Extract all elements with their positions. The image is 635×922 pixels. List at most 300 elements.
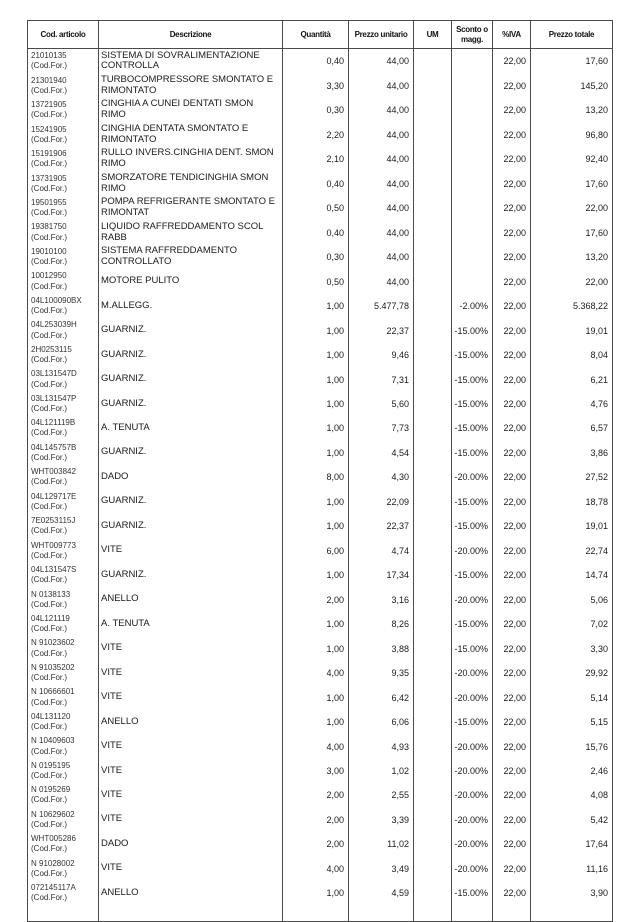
- table-row: [28, 441, 613, 465]
- table-row: [28, 661, 613, 685]
- quantity-cell: 2,00: [283, 808, 349, 832]
- quantity-cell: 0,40: [283, 49, 349, 74]
- discount-cell: -20.00%: [452, 808, 493, 832]
- discount-cell: [452, 123, 493, 147]
- article-description: TURBOCOMPRESSORE SMONTATO E RIMONTATO: [99, 74, 283, 98]
- total-price-cell: 3,90: [531, 881, 613, 905]
- filler-cell: [493, 906, 531, 922]
- total-price-cell: 5,14: [531, 685, 613, 709]
- article-description: GUARNIZ.: [99, 563, 283, 587]
- article-description: DADO: [99, 465, 283, 489]
- article-code-type: (Cod.For.): [31, 159, 68, 169]
- article-code-type: (Cod.For.): [31, 526, 68, 536]
- table-row: [28, 392, 613, 416]
- quantity-cell: 1,00: [283, 416, 349, 440]
- unit-price-cell: 3,49: [349, 857, 414, 881]
- unit-price-cell: 4,54: [349, 441, 414, 465]
- article-code: N 10409603: [31, 736, 75, 746]
- article-code-cell: [28, 636, 99, 660]
- discount-cell: [452, 49, 493, 74]
- vat-cell: 22,00: [493, 220, 531, 244]
- um-cell: [414, 783, 452, 807]
- total-price-cell: 14,74: [531, 563, 613, 587]
- discount-cell: -2.00%: [452, 294, 493, 318]
- quantity-cell: 3,00: [283, 759, 349, 783]
- article-description: VITE: [99, 685, 283, 709]
- table-row: [28, 636, 613, 660]
- vat-cell: 22,00: [493, 563, 531, 587]
- quantity-cell: 1,00: [283, 685, 349, 709]
- total-price-cell: 15,76: [531, 734, 613, 758]
- article-description: VITE: [99, 539, 283, 563]
- article-code-type: (Cod.For.): [31, 134, 68, 144]
- unit-price-cell: 8,26: [349, 612, 414, 636]
- article-code: N 91023602: [31, 638, 75, 648]
- article-code-type: (Cod.For.): [31, 208, 68, 218]
- article-code: N 10629602: [31, 809, 75, 819]
- article-code: N 91028002: [31, 858, 75, 868]
- column-header-cod-articolo: Cod. articolo: [28, 21, 99, 49]
- vat-cell: 22,00: [493, 636, 531, 660]
- article-code-type: (Cod.For.): [31, 85, 68, 95]
- article-description: GUARNIZ.: [99, 490, 283, 514]
- table-body: [28, 49, 613, 921]
- vat-cell: 22,00: [493, 147, 531, 171]
- article-description: M.ALLEGG.: [99, 294, 283, 318]
- total-price-cell: 27,52: [531, 465, 613, 489]
- table-row: [28, 881, 613, 905]
- vat-cell: 22,00: [493, 172, 531, 196]
- discount-cell: -15.00%: [452, 441, 493, 465]
- article-code-type: (Cod.For.): [31, 722, 68, 732]
- quantity-cell: 1,00: [283, 441, 349, 465]
- table-row: [28, 220, 613, 244]
- article-description: DADO: [99, 832, 283, 856]
- um-cell: [414, 710, 452, 734]
- unit-price-cell: 4,59: [349, 881, 414, 905]
- total-price-cell: 22,00: [531, 196, 613, 220]
- unit-price-cell: 6,42: [349, 685, 414, 709]
- article-code-cell: [28, 465, 99, 489]
- um-cell: [414, 759, 452, 783]
- article-description: CINGHIA A CUNEI DENTATI SMON RIMO: [99, 98, 283, 122]
- unit-price-cell: 22,37: [349, 514, 414, 538]
- table-row: [28, 612, 613, 636]
- article-code-cell: [28, 832, 99, 856]
- article-code-type: (Cod.For.): [31, 575, 68, 585]
- unit-price-cell: 44,00: [349, 269, 414, 293]
- quantity-cell: 2,00: [283, 783, 349, 807]
- article-description: GUARNIZ.: [99, 392, 283, 416]
- discount-cell: -20.00%: [452, 759, 493, 783]
- column-header-prezzo-totale: Prezzo totale: [531, 21, 613, 49]
- article-code-type: (Cod.For.): [31, 599, 68, 609]
- um-cell: [414, 636, 452, 660]
- discount-cell: [452, 269, 493, 293]
- unit-price-cell: 5.477,78: [349, 294, 414, 318]
- article-code-cell: [28, 49, 99, 74]
- article-code-type: (Cod.For.): [31, 746, 68, 756]
- table-row: [28, 465, 613, 489]
- article-description: VITE: [99, 759, 283, 783]
- article-code-cell: [28, 220, 99, 244]
- article-code: 7E0253115J: [31, 516, 76, 526]
- article-code-cell: [28, 734, 99, 758]
- discount-cell: -20.00%: [452, 783, 493, 807]
- article-code-type: (Cod.For.): [31, 110, 68, 120]
- vat-cell: 22,00: [493, 661, 531, 685]
- article-code-cell: [28, 661, 99, 685]
- article-description: VITE: [99, 857, 283, 881]
- article-code: 04L121119B: [31, 418, 76, 428]
- total-price-cell: 5.368,22: [531, 294, 613, 318]
- article-description: CINGHIA DENTATA SMONTATO E RIMONTATO: [99, 123, 283, 147]
- vat-cell: 22,00: [493, 832, 531, 856]
- article-code-type: (Cod.For.): [31, 61, 68, 71]
- discount-cell: [452, 147, 493, 171]
- discount-cell: [452, 74, 493, 98]
- vat-cell: 22,00: [493, 74, 531, 98]
- filler-cell: [349, 906, 414, 922]
- unit-price-cell: 4,74: [349, 539, 414, 563]
- quantity-cell: 0,30: [283, 98, 349, 122]
- article-code-type: (Cod.For.): [31, 844, 68, 854]
- discount-cell: -20.00%: [452, 465, 493, 489]
- discount-cell: -20.00%: [452, 857, 493, 881]
- column-header-quantita: Quantità: [283, 21, 349, 49]
- total-price-cell: 29,92: [531, 661, 613, 685]
- article-code-type: (Cod.For.): [31, 257, 68, 267]
- unit-price-cell: 4,93: [349, 734, 414, 758]
- article-code-cell: [28, 416, 99, 440]
- article-description: ANELLO: [99, 588, 283, 612]
- unit-price-cell: 44,00: [349, 74, 414, 98]
- discount-cell: [452, 220, 493, 244]
- article-code-cell: [28, 318, 99, 342]
- document-page: [27, 20, 613, 922]
- article-code-cell: [28, 245, 99, 269]
- discount-cell: [452, 196, 493, 220]
- um-cell: [414, 857, 452, 881]
- vat-cell: 22,00: [493, 245, 531, 269]
- quantity-cell: 0,30: [283, 245, 349, 269]
- um-cell: [414, 661, 452, 685]
- article-code: 04L253039H: [31, 320, 77, 330]
- vat-cell: 22,00: [493, 294, 531, 318]
- unit-price-cell: 7,31: [349, 367, 414, 391]
- vat-cell: 22,00: [493, 465, 531, 489]
- article-code-type: (Cod.For.): [31, 330, 68, 340]
- um-cell: [414, 539, 452, 563]
- article-code: 19010100: [31, 246, 67, 256]
- article-code: 04L121119: [31, 613, 70, 623]
- um-cell: [414, 269, 452, 293]
- article-code-cell: [28, 710, 99, 734]
- um-cell: [414, 514, 452, 538]
- article-code: 21301940: [31, 75, 67, 85]
- quantity-cell: 1,00: [283, 367, 349, 391]
- filler-cell: [99, 906, 283, 922]
- article-code: 19381750: [31, 222, 67, 232]
- article-code-type: (Cod.For.): [31, 819, 68, 829]
- um-cell: [414, 318, 452, 342]
- article-description: GUARNIZ.: [99, 367, 283, 391]
- article-code-cell: [28, 857, 99, 881]
- table-row: [28, 539, 613, 563]
- vat-cell: 22,00: [493, 588, 531, 612]
- um-cell: [414, 220, 452, 244]
- article-code-type: (Cod.For.): [31, 232, 68, 242]
- article-code-cell: [28, 392, 99, 416]
- total-price-cell: 6,57: [531, 416, 613, 440]
- discount-cell: -15.00%: [452, 563, 493, 587]
- um-cell: [414, 343, 452, 367]
- um-cell: [414, 465, 452, 489]
- discount-cell: [452, 245, 493, 269]
- article-description: VITE: [99, 661, 283, 685]
- article-description: RULLO INVERS.CINGHIA DENT. SMON RIMO: [99, 147, 283, 171]
- article-code-type: (Cod.For.): [31, 550, 68, 560]
- article-code: N 10666601: [31, 687, 75, 697]
- discount-cell: -15.00%: [452, 881, 493, 905]
- um-cell: [414, 685, 452, 709]
- unit-price-cell: 22,37: [349, 318, 414, 342]
- article-code-type: (Cod.For.): [31, 893, 68, 903]
- article-code-cell: [28, 147, 99, 171]
- discount-cell: -15.00%: [452, 710, 493, 734]
- article-code: WHT009773: [31, 540, 76, 550]
- article-code-type: (Cod.For.): [31, 501, 68, 511]
- discount-cell: [452, 98, 493, 122]
- article-description: A. TENUTA: [99, 416, 283, 440]
- article-code: 19501955: [31, 198, 67, 207]
- discount-cell: -15.00%: [452, 612, 493, 636]
- vat-cell: 22,00: [493, 734, 531, 758]
- unit-price-cell: 7,73: [349, 416, 414, 440]
- discount-cell: -15.00%: [452, 318, 493, 342]
- total-price-cell: 17,60: [531, 220, 613, 244]
- article-code-type: (Cod.For.): [31, 306, 68, 316]
- quantity-cell: 4,00: [283, 734, 349, 758]
- unit-price-cell: 3,16: [349, 588, 414, 612]
- discount-cell: -20.00%: [452, 685, 493, 709]
- total-price-cell: 17,64: [531, 832, 613, 856]
- table-row: [28, 196, 613, 220]
- um-cell: [414, 294, 452, 318]
- discount-cell: -15.00%: [452, 392, 493, 416]
- discount-cell: -20.00%: [452, 588, 493, 612]
- um-cell: [414, 123, 452, 147]
- discount-cell: -15.00%: [452, 636, 493, 660]
- article-code-cell: [28, 759, 99, 783]
- unit-price-cell: 44,00: [349, 196, 414, 220]
- article-code-type: (Cod.For.): [31, 868, 68, 878]
- filler-cell: [414, 906, 452, 922]
- discount-cell: -15.00%: [452, 367, 493, 391]
- article-description: GUARNIZ.: [99, 514, 283, 538]
- um-cell: [414, 147, 452, 171]
- article-code-cell: [28, 881, 99, 905]
- article-code: 04L129717E: [31, 491, 77, 501]
- discount-cell: -20.00%: [452, 661, 493, 685]
- column-header-um: UM: [414, 21, 452, 49]
- unit-price-cell: 44,00: [349, 245, 414, 269]
- unit-price-cell: 9,46: [349, 343, 414, 367]
- total-price-cell: 8,04: [531, 343, 613, 367]
- vat-cell: 22,00: [493, 367, 531, 391]
- total-price-cell: 11,16: [531, 857, 613, 881]
- total-price-cell: 22,00: [531, 269, 613, 293]
- article-description: A. TENUTA: [99, 612, 283, 636]
- article-code: 072145117A: [31, 883, 76, 893]
- table-row: [28, 734, 613, 758]
- um-cell: [414, 392, 452, 416]
- quantity-cell: 1,00: [283, 710, 349, 734]
- total-price-cell: 6,21: [531, 367, 613, 391]
- um-cell: [414, 74, 452, 98]
- article-code: 04L145757B: [31, 442, 77, 452]
- total-price-cell: 22,74: [531, 539, 613, 563]
- discount-cell: [452, 172, 493, 196]
- article-code-cell: [28, 783, 99, 807]
- article-code: 15191906: [31, 149, 67, 159]
- quantity-cell: 2,20: [283, 123, 349, 147]
- vat-cell: 22,00: [493, 343, 531, 367]
- total-price-cell: 18,78: [531, 490, 613, 514]
- table-row: [28, 514, 613, 538]
- unit-price-cell: 44,00: [349, 49, 414, 74]
- vat-cell: 22,00: [493, 514, 531, 538]
- unit-price-cell: 4,30: [349, 465, 414, 489]
- article-code-type: (Cod.For.): [31, 624, 68, 634]
- article-code-type: (Cod.For.): [31, 477, 68, 487]
- table-row: [28, 172, 613, 196]
- article-code-type: (Cod.For.): [31, 428, 68, 438]
- article-code-type: (Cod.For.): [31, 673, 68, 683]
- article-code: 21010135: [31, 51, 67, 61]
- article-code-type: (Cod.For.): [31, 648, 68, 658]
- table-row: [28, 98, 613, 122]
- um-cell: [414, 98, 452, 122]
- um-cell: [414, 49, 452, 74]
- discount-cell: -15.00%: [452, 514, 493, 538]
- quantity-cell: 1,00: [283, 318, 349, 342]
- unit-price-cell: 44,00: [349, 98, 414, 122]
- article-code-cell: [28, 98, 99, 122]
- filler-cell: [531, 906, 613, 922]
- article-code-cell: [28, 269, 99, 293]
- quantity-cell: 0,50: [283, 196, 349, 220]
- article-code: N 0195269: [31, 785, 71, 795]
- article-code-cell: [28, 172, 99, 196]
- vat-cell: 22,00: [493, 269, 531, 293]
- discount-cell: -15.00%: [452, 490, 493, 514]
- um-cell: [414, 563, 452, 587]
- unit-price-cell: 44,00: [349, 123, 414, 147]
- article-description: ANELLO: [99, 881, 283, 905]
- total-price-cell: 13,20: [531, 245, 613, 269]
- total-price-cell: 19,01: [531, 514, 613, 538]
- discount-cell: -15.00%: [452, 343, 493, 367]
- article-code: WHT005286: [31, 834, 76, 844]
- um-cell: [414, 808, 452, 832]
- um-cell: [414, 441, 452, 465]
- discount-cell: -15.00%: [452, 416, 493, 440]
- quantity-cell: 6,00: [283, 539, 349, 563]
- unit-price-cell: 1,02: [349, 759, 414, 783]
- article-description: POMPA REFRIGERANTE SMONTATO E RIMONTAT: [99, 196, 283, 220]
- article-code-cell: [28, 514, 99, 538]
- quantity-cell: 0,50: [283, 269, 349, 293]
- total-price-cell: 17,60: [531, 172, 613, 196]
- article-code-cell: [28, 367, 99, 391]
- vat-cell: 22,00: [493, 98, 531, 122]
- vat-cell: 22,00: [493, 441, 531, 465]
- discount-cell: -20.00%: [452, 832, 493, 856]
- article-code-type: (Cod.For.): [31, 697, 68, 707]
- quantity-cell: 1,00: [283, 343, 349, 367]
- table-row: [28, 808, 613, 832]
- article-description: VITE: [99, 734, 283, 758]
- article-description: VITE: [99, 808, 283, 832]
- quantity-cell: 4,00: [283, 857, 349, 881]
- article-code: WHT003842: [31, 467, 76, 477]
- article-code-type: (Cod.For.): [31, 795, 68, 805]
- article-code: 03L131547D: [31, 369, 77, 379]
- table-row: [28, 269, 613, 293]
- um-cell: [414, 172, 452, 196]
- article-code-cell: [28, 685, 99, 709]
- article-code: 04L131547S: [31, 565, 77, 575]
- article-code: N 0138133: [31, 589, 71, 599]
- filler-cell: [283, 906, 349, 922]
- unit-price-cell: 3,39: [349, 808, 414, 832]
- vat-cell: 22,00: [493, 123, 531, 147]
- article-description: GUARNIZ.: [99, 318, 283, 342]
- table-row: [28, 710, 613, 734]
- vat-cell: 22,00: [493, 49, 531, 74]
- article-code-cell: [28, 294, 99, 318]
- article-description: VITE: [99, 783, 283, 807]
- total-price-cell: 13,20: [531, 98, 613, 122]
- article-code-cell: [28, 539, 99, 563]
- unit-price-cell: 3,88: [349, 636, 414, 660]
- article-code: 13721905: [31, 100, 67, 110]
- article-description: ANELLO: [99, 710, 283, 734]
- article-code-cell: [28, 196, 99, 220]
- filler-cell: [28, 906, 99, 922]
- article-code: 10012950: [31, 271, 67, 281]
- article-code: N 91035202: [31, 662, 75, 672]
- quantity-cell: 1,00: [283, 490, 349, 514]
- vat-cell: 22,00: [493, 685, 531, 709]
- quantity-cell: 1,00: [283, 563, 349, 587]
- quantity-cell: 2,10: [283, 147, 349, 171]
- table-row: [28, 294, 613, 318]
- article-code-cell: [28, 563, 99, 587]
- table-row: [28, 685, 613, 709]
- article-code-type: (Cod.For.): [31, 355, 68, 365]
- discount-cell: -20.00%: [452, 539, 493, 563]
- article-description: GUARNIZ.: [99, 343, 283, 367]
- total-price-cell: 4,08: [531, 783, 613, 807]
- articles-table: [27, 20, 613, 922]
- table-header: [28, 21, 613, 49]
- quantity-cell: 1,00: [283, 612, 349, 636]
- total-price-cell: 92,40: [531, 147, 613, 171]
- quantity-cell: 1,00: [283, 881, 349, 905]
- total-price-cell: 96,80: [531, 123, 613, 147]
